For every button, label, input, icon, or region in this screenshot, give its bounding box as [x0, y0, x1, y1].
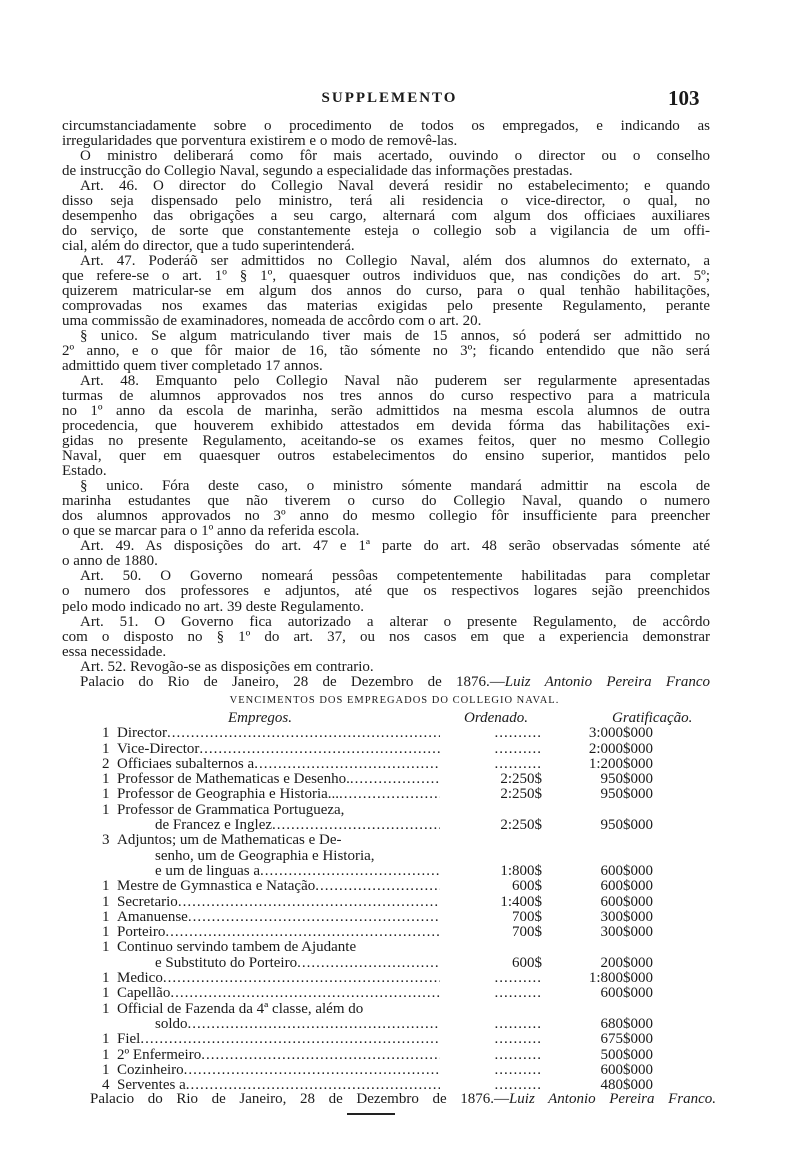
row-name: Adjuntos; um de Mathematicas e De-: [117, 833, 342, 849]
row-line: [102, 741, 662, 756]
row-name: Official de Fazenda da 4ª classe, além do: [117, 1001, 364, 1017]
row-line: [102, 864, 662, 879]
dot-leader: [188, 1017, 440, 1032]
row-name-cell: [117, 1002, 440, 1017]
row-gratificacao: 600$000: [600, 985, 653, 1002]
text-line: uma commissão de examinadores, nomeada de accôrdo com o art. 20.: [62, 313, 482, 330]
running-header-title: SUPPLEMENTO: [321, 90, 458, 106]
row-ordenado: ..........: [494, 755, 542, 772]
signature-place-date: Palacio do Rio de Janeiro, 28 de Dezembro de 1876.—: [90, 1091, 509, 1107]
row-quantity: 1: [102, 1046, 110, 1063]
dot-leader: [260, 864, 440, 879]
row-name: 2º Enfermeiro: [117, 1047, 202, 1063]
row-quantity: 1: [102, 970, 110, 987]
row-name-cell: [117, 818, 440, 833]
text-line: Art. 46. O director do Collegio Naval deverá residir no estabelecimento; e quando: [80, 178, 710, 195]
text-line: procedencia, que houverem exhibido attestados em devida fórma das habilitações exi-: [62, 418, 710, 435]
paragraph: [62, 479, 710, 539]
text-line: circumstanciadamente sobre o procedimento de todos os empregados, e indicando as: [62, 118, 710, 134]
row-name-cell: [117, 1017, 440, 1032]
text-line: dos alumnos approvados no 3º anno do mesmo collegio fôr insufficiente para preencher: [62, 508, 710, 525]
text-line: § unico. Fóra deste caso, o ministro sómente mandará admittir na escola de: [80, 478, 710, 495]
dot-leader: [199, 742, 440, 757]
row-line: [102, 757, 662, 772]
row-name-cell: [117, 986, 440, 1001]
text-line: Estado.: [62, 463, 107, 480]
row-line: [102, 1032, 662, 1047]
row-line: [102, 971, 662, 986]
row-name-cell: [117, 940, 440, 955]
paragraph: [62, 179, 710, 254]
text-line: o numero dos professores e adjuntos, até que os respectivos logares sejão preenchidos: [62, 583, 710, 600]
text-line: Naval, quer em quaesquer outros estabelecimentos do ensino superior, mantidos pelo: [62, 448, 710, 465]
row-line: [102, 1047, 662, 1062]
text-line: o que se marcar para o 1º anno da referida escola.: [62, 523, 360, 540]
row-name: de Francez e Inglez: [155, 818, 273, 834]
row-gratificacao: 480$000: [600, 1077, 653, 1094]
row-ordenado: ..........: [494, 1046, 542, 1063]
dot-leader: [167, 726, 440, 741]
row-quantity: 1: [102, 924, 110, 941]
row-line: [102, 986, 662, 1001]
row-line: [102, 848, 662, 863]
row-quantity: 4: [102, 1077, 110, 1094]
row-name-cell: [117, 864, 440, 879]
row-ordenado: 700$: [512, 924, 542, 941]
row-name: Professor de Grammatica Portugueza,: [117, 802, 345, 818]
table-row: [102, 833, 662, 879]
table-row: [102, 1032, 662, 1047]
row-name-cell: [117, 1032, 440, 1047]
row-name-cell: [117, 787, 440, 802]
row-line: [102, 787, 662, 802]
table-row: [102, 772, 662, 787]
text-line: § unico. Se algum matriculando tiver mais de 15 annos, só poderá ser admittido no: [80, 328, 710, 345]
row-gratificacao: 300$000: [600, 908, 653, 925]
text-line: admittido quem tiver completado 17 annos.: [62, 358, 323, 375]
paragraph: [62, 615, 710, 660]
text-line: com o disposto no § 1º do art. 37, ou nos casos em que a experiencia demonstrar: [62, 628, 710, 645]
paragraph: [62, 254, 710, 329]
paragraph: [62, 660, 710, 675]
dot-leader: [140, 1032, 440, 1047]
row-name-cell: [117, 895, 440, 910]
row-ordenado: 1:400$: [500, 893, 542, 910]
row-name-cell: [117, 925, 440, 940]
row-name-cell: [117, 971, 440, 986]
dot-leader: [163, 971, 440, 986]
table-row: [102, 726, 662, 741]
dot-leader: [184, 1063, 440, 1078]
row-ordenado: ..........: [494, 1061, 542, 1078]
table-row: [102, 894, 662, 909]
row-name: Capellão: [117, 986, 171, 1002]
row-name-cell: [117, 803, 440, 818]
row-gratificacao: 200$000: [600, 954, 653, 971]
row-quantity: 1: [102, 878, 110, 895]
row-quantity: 1: [102, 725, 110, 742]
row-gratificacao: 500$000: [600, 1046, 653, 1063]
row-ordenado: ..........: [494, 1015, 542, 1032]
row-line: [102, 879, 662, 894]
row-quantity: 3: [102, 832, 110, 849]
dot-leader: [188, 910, 440, 925]
paragraph: [62, 374, 710, 479]
row-name: Medico: [117, 971, 163, 987]
text-line: essa necessidade.: [62, 643, 167, 660]
table-row: [102, 986, 662, 1001]
row-line: [102, 940, 662, 955]
text-line: o anno de 1880.: [62, 553, 158, 570]
signature-line: [62, 675, 710, 690]
row-line: [102, 894, 662, 909]
dot-leader: [339, 787, 440, 802]
row-ordenado: 2:250$: [500, 786, 542, 803]
table-row: [102, 940, 662, 971]
text-line: gidas no presente Regulamento, aceitando-se os exames feitos, quer no mesmo Collegio: [62, 433, 710, 450]
row-line: [102, 833, 662, 848]
row-line: [102, 818, 662, 833]
row-line: [102, 1001, 662, 1016]
row-name: Professor de Geographia e Historia...: [117, 787, 340, 803]
row-name-cell: [117, 910, 440, 925]
row-line: [102, 772, 662, 787]
dot-leader: [350, 772, 440, 787]
table-title: VENCIMENTOS DOS EMPREGADOS DO COLLEGIO NAVAL.: [229, 695, 560, 706]
text-line: Art. 48. Emquanto pelo Collegio Naval não puderem ser regularmente apresentadas: [80, 373, 710, 390]
text-line: turmas de alumnos approvados nos tres annos do curso respectivo para a matricula: [62, 388, 710, 405]
row-name-cell: [117, 879, 440, 894]
row-quantity: 1: [102, 771, 110, 788]
row-ordenado: 1:800$: [500, 862, 542, 879]
dot-leader: [178, 895, 440, 910]
row-quantity: 1: [102, 786, 110, 803]
text-line: pelo modo indicado no art. 39 deste Regulamento.: [62, 598, 365, 615]
row-name: Amanuense: [117, 909, 188, 925]
signature-name: Luiz Antonio Pereira Franco.: [508, 1091, 716, 1107]
table-row: [102, 910, 662, 925]
row-quantity: 1: [102, 985, 110, 1002]
row-name: soldo: [155, 1016, 188, 1032]
text-line: de instrucção do Collegio Naval, segundo a especialidade das informações prestadas.: [62, 163, 573, 180]
row-name: Vice-Director: [117, 741, 200, 757]
row-quantity: 1: [102, 908, 110, 925]
row-quantity: 1: [102, 801, 110, 818]
paragraph: [62, 569, 710, 614]
row-quantity: 2: [102, 755, 110, 772]
dot-leader: [297, 956, 440, 971]
row-gratificacao: 950$000: [600, 817, 653, 834]
page-number: 103: [668, 86, 700, 110]
row-name: Serventes a: [117, 1078, 186, 1094]
text-line: O ministro deliberará como fôr mais acertado, ouvindo o director ou o conselho: [80, 148, 710, 165]
row-ordenado: ..........: [494, 1031, 542, 1048]
body-text: [62, 119, 710, 690]
row-ordenado: 2:250$: [500, 817, 542, 834]
dot-leader: [254, 757, 440, 772]
row-name-cell: [117, 772, 440, 787]
row-name-cell: [117, 726, 440, 741]
row-name-cell: [117, 849, 440, 864]
row-quantity: 1: [102, 740, 110, 757]
row-gratificacao: 680$000: [600, 1015, 653, 1032]
header-ordenado: Ordenado.: [464, 710, 529, 726]
paragraph: [62, 539, 710, 569]
row-line: [102, 1017, 662, 1032]
paragraph: [62, 329, 710, 374]
table-row: [102, 741, 662, 756]
row-name-cell: [117, 1063, 440, 1078]
row-ordenado: ..........: [494, 985, 542, 1002]
row-name: senho, um de Geographia e Historia,: [155, 848, 375, 864]
row-name-cell: [117, 833, 440, 848]
row-gratificacao: 950$000: [600, 771, 653, 788]
row-ordenado: ..........: [494, 725, 542, 742]
row-name: Secretario: [117, 894, 178, 910]
row-name: Director: [117, 726, 167, 742]
row-quantity: 1: [102, 1061, 110, 1078]
text-line: que refere-se o art. 1º § 1º, quaesquer outros individuos que, nas condições do art. 5º;: [62, 268, 710, 285]
end-rule: [347, 1113, 395, 1115]
row-quantity: 1: [102, 1000, 110, 1017]
paragraph: [62, 149, 710, 179]
text-line: Art. 49. As disposições do art. 47 e 1ª parte do art. 48 serão observadas sómente até: [80, 538, 710, 555]
row-gratificacao: 600$000: [600, 893, 653, 910]
row-gratificacao: 675$000: [600, 1031, 653, 1048]
row-name: e Substituto do Porteiro: [155, 955, 298, 971]
dot-leader: [165, 925, 440, 940]
dot-leader: [272, 818, 440, 833]
text-line: 2º anno, e o que fôr maior de 16, tão sómente no 3º; ficando entendido que não será: [62, 343, 710, 360]
table-row: [102, 925, 662, 940]
text-line: marinha estudantes que não tiverem o curso do Collegio Naval, quando o numero: [62, 493, 710, 510]
row-quantity: 1: [102, 893, 110, 910]
dot-leader: [201, 1048, 440, 1063]
row-gratificacao: 600$000: [600, 1061, 653, 1078]
table-row: [102, 971, 662, 986]
dot-leader: [315, 879, 440, 894]
row-ordenado: ..........: [494, 970, 542, 987]
salary-table: [102, 726, 662, 1093]
row-gratificacao: 1:200$000: [588, 755, 653, 772]
table-row: [102, 757, 662, 772]
row-gratificacao: 600$000: [600, 878, 653, 895]
row-name: Porteiro: [117, 925, 166, 941]
row-ordenado: ..........: [494, 1077, 542, 1094]
row-name-cell: [117, 1048, 440, 1063]
text-line: disso seja dispensado pelo ministro, terá ali residencia o vice-director, o qual, no: [62, 193, 710, 210]
signature-name: Luiz Antonio Pereira Franco: [504, 673, 710, 690]
text-line: quizerem matricular-se em algum dos annos do curso, para o qual tenhão habilitações,: [62, 283, 710, 300]
row-line: [102, 925, 662, 940]
signature-place-date: Palacio do Rio de Janeiro, 28 de Dezembro de 1876.—: [80, 673, 505, 690]
row-line: [102, 910, 662, 925]
text-line: irregularidades que porventura existirem e o modo de removê-las.: [62, 133, 458, 150]
row-name: e um de linguas a: [155, 863, 260, 879]
row-line: [102, 1063, 662, 1078]
row-gratificacao: 3:000$000: [588, 725, 653, 742]
row-gratificacao: 1:800$000: [588, 970, 653, 987]
row-gratificacao: 600$000: [600, 862, 653, 879]
text-line: Art. 50. O Governo nomeará pessôas competentemente habilitadas para completar: [80, 568, 710, 585]
header-gratificacao: Gratificação.: [612, 710, 693, 726]
table-row: [102, 1047, 662, 1062]
row-ordenado: 600$: [512, 878, 542, 895]
row-ordenado: 600$: [512, 954, 542, 971]
row-name-cell: [117, 742, 440, 757]
table-row: [102, 1001, 662, 1032]
text-line: Art. 47. Poderáõ ser admittidos no Collegio Naval, além dos alumnos do externato, a: [80, 253, 710, 270]
row-name-cell: [117, 757, 440, 772]
text-line: cial, além do director, que a tudo superintenderá.: [62, 238, 355, 255]
text-line: Art. 51. O Governo fica autorizado a alterar o presente Regulamento, de accôrdo: [80, 613, 710, 630]
table-row: [102, 802, 662, 833]
row-ordenado: 700$: [512, 908, 542, 925]
paragraph: [62, 119, 710, 149]
text-line: desempenho das obrigações a seu cargo, alternará com algum dos officiaes auxiliares: [62, 208, 710, 225]
row-name-cell: [117, 956, 440, 971]
table-row: [102, 879, 662, 894]
header-empregos: Empregos.: [228, 710, 293, 726]
table-row: [102, 1063, 662, 1078]
text-line: Art. 52. Revogão-se as disposições em contrario.: [80, 658, 374, 675]
row-name: Cozinheiro: [117, 1062, 184, 1078]
row-gratificacao: 950$000: [600, 786, 653, 803]
row-gratificacao: 300$000: [600, 924, 653, 941]
table-row: [102, 787, 662, 802]
row-line: [102, 955, 662, 970]
text-line: no 1º anno da escola de marinha, serão admittidos na mesma escola alumnos de outra: [62, 403, 710, 420]
row-name: Continuo servindo tambem de Ajudante: [117, 940, 357, 956]
row-name: Officiaes subalternos a: [117, 756, 255, 772]
row-name: Professor de Mathematicas e Desenho.: [117, 772, 350, 788]
text-line: comprovadas nos exames das materias exigidas pelo presente Regulamento, perante: [62, 298, 710, 315]
row-ordenado: 2:250$: [500, 771, 542, 788]
row-name: Mestre de Gymnastica e Natação: [117, 879, 316, 895]
row-gratificacao: 2:000$000: [588, 740, 653, 757]
row-ordenado: ..........: [494, 740, 542, 757]
text-line: do serviço, de sorte que constantemente esteja o collegio sob a vigilancia de um offi-: [62, 223, 710, 240]
row-name: Fiel: [117, 1032, 141, 1048]
dot-leader: [170, 986, 440, 1001]
row-quantity: 1: [102, 1031, 110, 1048]
row-quantity: 1: [102, 939, 110, 956]
row-line: [102, 802, 662, 817]
closing-signature: [90, 1092, 716, 1107]
table-header: [0, 710, 789, 725]
row-line: [102, 726, 662, 741]
